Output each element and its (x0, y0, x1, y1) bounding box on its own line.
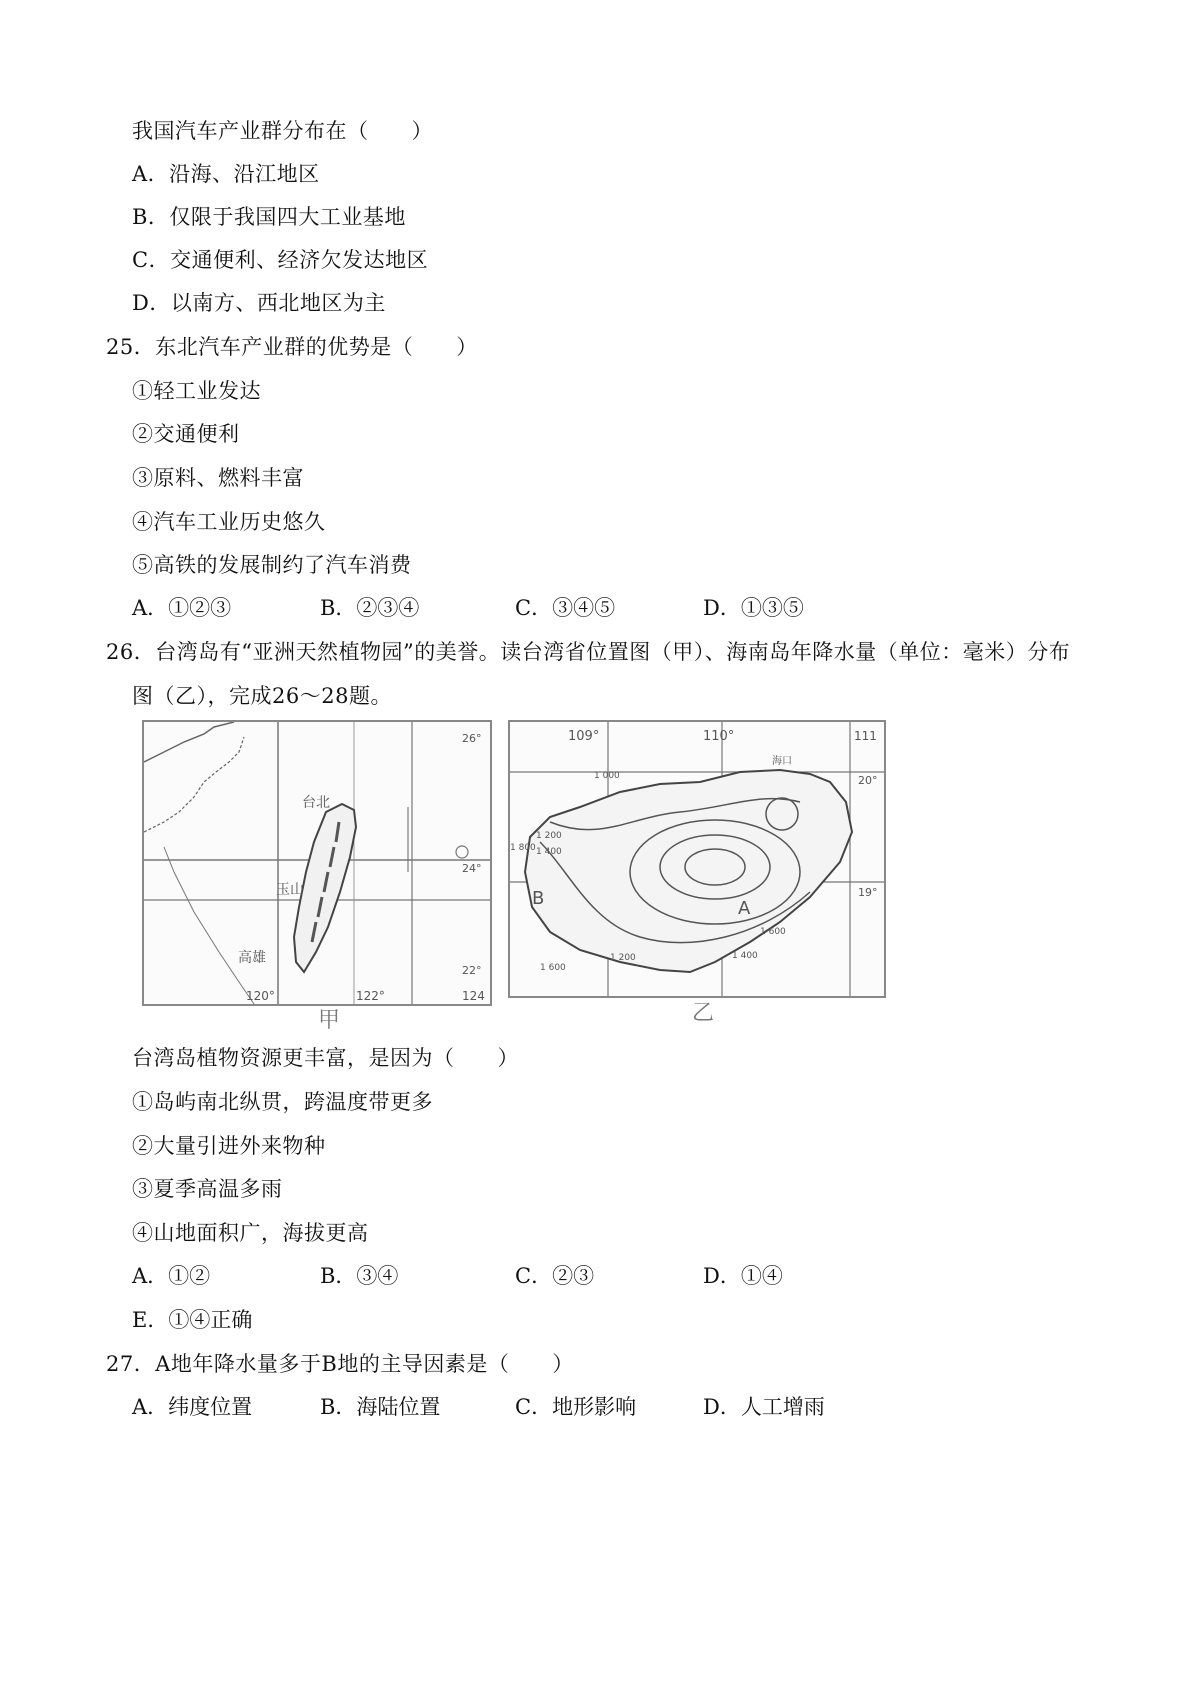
label-haikou: 海口 (772, 756, 792, 767)
q26-stem-line2: 图（乙），完成26～28题。 (132, 684, 392, 708)
q25-choice-a: A．①②③ (132, 596, 232, 620)
q24-option-d: D．以南方、西北地区为主 (132, 291, 386, 315)
label-lon110: 110° (703, 729, 735, 744)
label-lat24: 24° (462, 862, 482, 875)
q25-item-5: ⑤高铁的发展制约了汽车消费 (132, 553, 412, 577)
q25-item-1: ①轻工业发达 (132, 379, 261, 403)
q26-choice-c: C．②③ (515, 1264, 595, 1288)
label-gaoxiong: 高雄 (238, 950, 266, 966)
label-lat22: 22° (462, 964, 482, 977)
q25-choice-b: B．②③④ (320, 596, 420, 620)
q26-item-4: ④山地面积广，海拔更高 (132, 1221, 369, 1245)
label-point-b: B (532, 888, 545, 909)
q25-stem: 25．东北汽车产业群的优势是（ ） (106, 335, 478, 359)
q26-item-2: ②大量引进外来物种 (132, 1134, 326, 1158)
q24-option-c: C．交通便利、经济欠发达地区 (132, 248, 429, 272)
label-taibei: 台北 (302, 795, 330, 811)
q26-choice-d: D．①④ (703, 1264, 783, 1288)
label-lon120: 120° (246, 989, 275, 1003)
q25-choice-c: C．③④⑤ (515, 596, 616, 620)
label-1800: 1 800 (510, 843, 536, 853)
label-lat26: 26° (462, 732, 482, 745)
q27-choice-b: B．海陆位置 (320, 1395, 441, 1419)
q24-stem: 我国汽车产业群分布在（ ） (132, 119, 433, 143)
label-lat19: 19° (858, 886, 878, 899)
label-lon109: 109° (568, 729, 600, 744)
q25-item-3: ③原料、燃料丰富 (132, 466, 304, 490)
map-taiwan (142, 720, 492, 1006)
q26-item-1: ①岛屿南北纵贯，跨温度带更多 (132, 1090, 433, 1114)
label-1200a: 1 200 (536, 831, 562, 841)
q27-choice-c: C．地形影响 (515, 1395, 637, 1419)
map-hainan (508, 720, 886, 998)
q24-option-b: B．仅限于我国四大工业基地 (132, 205, 406, 229)
q26-choice-b: B．③④ (320, 1264, 399, 1288)
label-1200b: 1 200 (610, 953, 636, 963)
q27-choice-a: A．纬度位置 (132, 1395, 253, 1419)
label-1400b: 1 400 (732, 951, 758, 961)
q27-stem: 27．A地年降水量多于B地的主导因素是（ ） (106, 1352, 574, 1376)
q25-item-2: ②交通便利 (132, 422, 240, 446)
label-lon124: 124 (462, 989, 485, 1003)
q27-choice-d: D．人工增雨 (703, 1395, 825, 1419)
q26-stem-line1: 26．台湾岛有“亚洲天然植物园”的美誉。读台湾省位置图（甲）、海南岛年降水量（单位：毫米）分布 (106, 640, 1071, 664)
q26-question: 台湾岛植物资源更丰富，是因为（ ） (132, 1046, 519, 1070)
label-lat20: 20° (858, 774, 878, 787)
label-1600a: 1 600 (540, 963, 566, 973)
label-lon111: 111 (854, 729, 877, 743)
label-1400a: 1 400 (536, 847, 562, 857)
q26-choice-e: E．①④正确 (132, 1308, 253, 1332)
label-yushan: 玉山 (276, 882, 304, 898)
q24-option-a: A．沿海、沿江地区 (132, 162, 320, 186)
label-1000: 1 000 (594, 771, 620, 781)
q25-choice-d: D．①③⑤ (703, 596, 804, 620)
q26-choice-a: A．①② (132, 1264, 211, 1288)
q26-item-3: ③夏季高温多雨 (132, 1177, 283, 1201)
label-1600b: 1 600 (760, 927, 786, 937)
label-point-a: A (738, 898, 751, 919)
q25-item-4: ④汽车工业历史悠久 (132, 510, 326, 534)
caption-jia: 甲 (318, 1008, 341, 1033)
label-lon122: 122° (356, 989, 385, 1003)
caption-yi: 乙 (692, 1001, 715, 1026)
